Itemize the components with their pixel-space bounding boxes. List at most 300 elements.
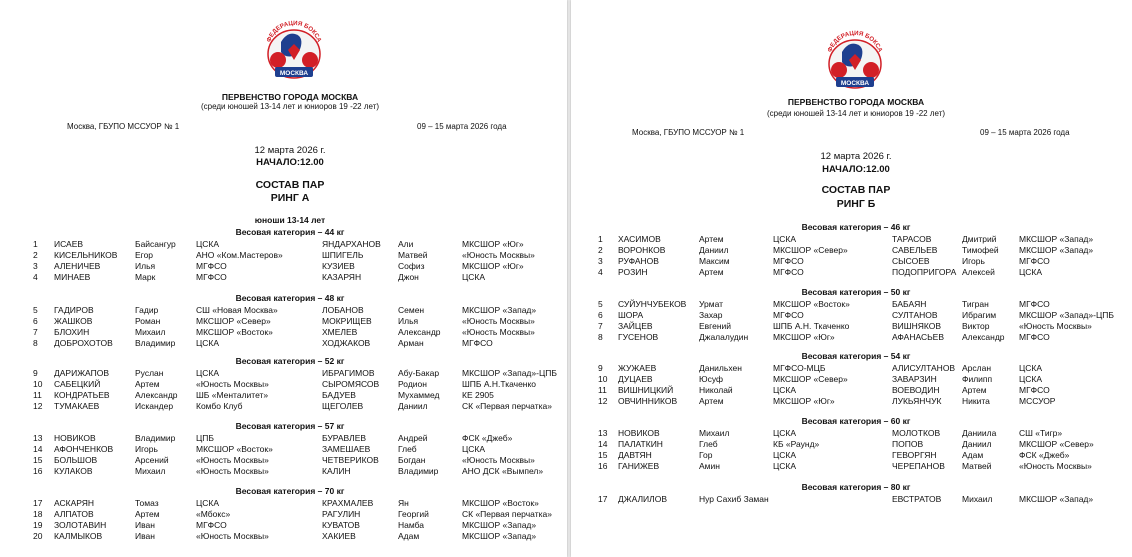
- blue-boxer-club: МКСШОР «Запад»: [1019, 245, 1094, 255]
- red-boxer-club: МКСШОР «Восток»: [773, 299, 850, 309]
- blue-boxer-name: Виктор: [962, 321, 990, 331]
- blue-boxer-club: СШ «Тигр»: [1019, 428, 1063, 438]
- blue-boxer-name: Ибрагим: [962, 310, 997, 320]
- bout-number: 15: [33, 455, 43, 465]
- blue-boxer-name: Арслан: [962, 363, 992, 373]
- bout-row: [571, 374, 1132, 385]
- blue-boxer-club: МКСШОР «Восток»: [462, 498, 539, 508]
- bout-row: [571, 396, 1132, 407]
- red-boxer-name: Арсений: [135, 455, 169, 465]
- blue-boxer-club: МКСШОР «Запад»: [462, 520, 537, 530]
- bout-number: 9: [33, 368, 38, 378]
- blue-boxer-surname: ХАКИЕВ: [322, 531, 356, 541]
- blue-boxer-surname: ПОДОПРИГОРА: [892, 267, 957, 277]
- blue-boxer-name: Илья: [398, 316, 419, 326]
- bout-row: [0, 305, 567, 316]
- championship-title: ПЕРВЕНСТВО ГОРОДА МОСКВА: [221, 92, 359, 102]
- blue-boxer-club: МКСШОР «Запад»: [1019, 494, 1094, 504]
- bout-number: 11: [598, 385, 607, 395]
- red-boxer-surname: ГУСЕНОВ: [618, 332, 659, 342]
- bout-row: [571, 245, 1132, 256]
- logo-arc-text: ФЕДЕРАЦИЯ БОКСА: [826, 30, 884, 54]
- blue-boxer-name: Арман: [398, 338, 424, 348]
- red-boxer-surname: КИСЕЛЬНИКОВ: [54, 250, 118, 260]
- bout-number: 8: [33, 338, 38, 348]
- red-boxer-name: Роман: [135, 316, 161, 326]
- bout-row: [571, 439, 1132, 450]
- bout-row: [0, 250, 567, 261]
- red-boxer-surname: ВОРОНКОВ: [618, 245, 666, 255]
- blue-boxer-club: «Юность Москвы»: [462, 455, 535, 465]
- blue-boxer-club: МГФСО: [1019, 385, 1050, 395]
- weight-category-heading: Весовая категория – 44 кг: [235, 227, 345, 237]
- bout-number: 3: [598, 256, 603, 266]
- bout-number: 7: [598, 321, 603, 331]
- blue-boxer-club: МКСШОР «Юг»: [462, 239, 524, 249]
- bout-row: [571, 428, 1132, 439]
- bout-number: 7: [33, 327, 38, 337]
- blue-boxer-club: ЦСКА: [1019, 363, 1043, 373]
- blue-boxer-club: МГФСО: [462, 338, 493, 348]
- blue-boxer-surname: СЫСОЕВ: [892, 256, 930, 266]
- bout-number: 5: [33, 305, 38, 315]
- blue-boxer-surname: ЛОБАНОВ: [322, 305, 364, 315]
- bout-number: 17: [598, 494, 608, 504]
- event-dates: 09 – 15 марта 2026 года: [980, 128, 1070, 137]
- blue-boxer-name: Андрей: [398, 433, 428, 443]
- blue-boxer-surname: ЩЕГОЛЕВ: [322, 401, 364, 411]
- bout-row: [571, 299, 1132, 310]
- bout-number: 16: [33, 466, 43, 476]
- red-boxer-name: Глеб: [699, 439, 718, 449]
- blue-boxer-club: МГФСО: [1019, 332, 1050, 342]
- blue-boxer-club: «Юность Москвы»: [1019, 321, 1092, 331]
- championship-subtitle: (среди юношей 13-14 лет и юниоров 19 -22 лет): [766, 109, 946, 118]
- blue-boxer-name: Тигран: [962, 299, 989, 309]
- blue-boxer-name: Абу-Бакар: [398, 368, 440, 378]
- blue-boxer-club: СК «Первая перчатка»: [462, 401, 552, 411]
- bout-number: 6: [598, 310, 603, 320]
- bout-number: 9: [598, 363, 603, 373]
- blue-boxer-name: Филипп: [962, 374, 993, 384]
- blue-boxer-club: МКСШОР «Запад»: [1019, 234, 1094, 244]
- blue-boxer-club: «Юность Москвы»: [462, 327, 535, 337]
- bout-number: 18: [33, 509, 43, 519]
- bout-number: 16: [598, 461, 608, 471]
- red-boxer-surname: РОЗИН: [618, 267, 648, 277]
- blue-boxer-name: Александр: [398, 327, 441, 337]
- blue-boxer-surname: КАЗАРЯН: [322, 272, 362, 282]
- bout-number: 8: [598, 332, 603, 342]
- blue-boxer-club: «Юность Москвы»: [462, 250, 535, 260]
- weight-category-heading: Весовая категория – 70 кг: [235, 486, 345, 496]
- bout-number: 1: [33, 239, 38, 249]
- bout-row: [571, 385, 1132, 396]
- red-boxer-club: «Юность Москвы»: [196, 455, 269, 465]
- red-boxer-name: Михаил: [135, 466, 166, 476]
- blue-boxer-surname: ЧЕТВЕРИКОВ: [322, 455, 379, 465]
- venue-text: Москва, ГБУПО МССУОР № 1: [632, 128, 745, 137]
- red-boxer-name: Гор: [699, 450, 713, 460]
- bout-row: [0, 455, 567, 466]
- blue-boxer-name: Даниила: [962, 428, 997, 438]
- blue-boxer-surname: МОЛОТКОВ: [892, 428, 941, 438]
- bout-number: 11: [33, 390, 42, 400]
- blue-boxer-name: Ян: [398, 498, 409, 508]
- start-time: НАЧАЛО:12.00: [822, 164, 890, 175]
- red-boxer-name: Егор: [135, 250, 154, 260]
- red-boxer-surname: АЛПАТОВ: [54, 509, 94, 519]
- bout-row: [571, 461, 1132, 472]
- red-boxer-name: Байсангур: [135, 239, 176, 249]
- ring-heading: РИНГ А: [270, 192, 310, 204]
- red-boxer-name: Томаз: [135, 498, 159, 508]
- bout-number: 5: [598, 299, 603, 309]
- red-boxer-name: Евгений: [699, 321, 732, 331]
- blue-boxer-club: МГФСО: [1019, 299, 1050, 309]
- red-boxer-club: КБ «Раунд»: [773, 439, 820, 449]
- boxing-emblem-icon: [261, 20, 327, 82]
- blue-boxer-name: Михаил: [962, 494, 993, 504]
- red-boxer-name: Амин: [699, 461, 720, 471]
- blue-boxer-surname: БАДУЕВ: [322, 390, 356, 400]
- red-boxer-club: МКСШОР «Юг»: [773, 396, 835, 406]
- bout-number: 1: [598, 234, 603, 244]
- red-boxer-club: ЦСКА: [196, 338, 220, 348]
- red-boxer-name: Николай: [699, 385, 733, 395]
- blue-boxer-surname: КРАХМАЛЕВ: [322, 498, 374, 508]
- bout-row: [0, 368, 567, 379]
- red-boxer-surname: НОВИКОВ: [54, 433, 96, 443]
- championship-title: ПЕРВЕНСТВО ГОРОДА МОСКВА: [787, 97, 925, 107]
- bout-number: 15: [598, 450, 608, 460]
- blue-boxer-name: Даниил: [398, 401, 428, 411]
- blue-boxer-club: МКСШОР «Запад»: [462, 531, 537, 541]
- red-boxer-surname: САБЕЦКИЙ: [54, 379, 101, 389]
- red-boxer-surname: ЗАЙЦЕВ: [618, 321, 653, 331]
- weight-category-heading: Весовая категория – 60 кг: [801, 416, 911, 426]
- bout-row: [0, 444, 567, 455]
- bout-number: 13: [598, 428, 608, 438]
- red-boxer-club: МКСШОР «Юг»: [773, 332, 835, 342]
- red-boxer-surname: ОВЧИННИКОВ: [618, 396, 678, 406]
- blue-boxer-surname: СЫРОМЯСОВ: [322, 379, 380, 389]
- red-boxer-name: Михаил: [699, 428, 730, 438]
- red-boxer-surname: ДАВТЯН: [618, 450, 652, 460]
- red-boxer-club: МГФСО: [196, 272, 227, 282]
- blue-boxer-surname: БАБАЯН: [892, 299, 927, 309]
- red-boxer-surname: МИНАЕВ: [54, 272, 91, 282]
- blue-boxer-name: Алексей: [962, 267, 995, 277]
- red-boxer-club: СШ «Новая Москва»: [196, 305, 278, 315]
- red-boxer-surname: ДУЦАЕВ: [618, 374, 653, 384]
- blue-boxer-club: АНО ДСК «Вымпел»: [462, 466, 544, 476]
- age-group-heading: юноши 13-14 лет: [254, 215, 326, 225]
- blue-boxer-surname: ВИШНЯКОВ: [892, 321, 941, 331]
- bout-number: 19: [33, 520, 43, 530]
- blue-boxer-surname: КАЛИН: [322, 466, 351, 476]
- venue-text: Москва, ГБУПО МССУОР № 1: [67, 122, 180, 131]
- weight-category-heading: Весовая категория – 52 кг: [235, 356, 345, 366]
- bout-number: 20: [33, 531, 43, 541]
- start-time: НАЧАЛО:12.00: [256, 157, 324, 168]
- bout-row: [571, 494, 1132, 505]
- red-boxer-club: МКСШОР «Восток»: [196, 444, 273, 454]
- protocol-page-ring-b: [571, 0, 1132, 557]
- blue-boxer-name: Семен: [398, 305, 425, 315]
- blue-boxer-name: Игорь: [962, 256, 985, 266]
- bout-number: 17: [33, 498, 43, 508]
- red-boxer-name: Артем: [699, 396, 724, 406]
- bout-row: [0, 466, 567, 477]
- red-boxer-club: МГФСО: [196, 520, 227, 530]
- bout-number: 14: [598, 439, 608, 449]
- bout-row: [0, 520, 567, 531]
- blue-boxer-name: Намба: [398, 520, 425, 530]
- red-boxer-name: Артем: [135, 509, 160, 519]
- composition-heading: СОСТАВ ПАР: [255, 179, 325, 191]
- blue-boxer-club: ШПБ А.Н.Ткаченко: [462, 379, 537, 389]
- bout-number: 12: [598, 396, 608, 406]
- blue-boxer-surname: ЧЕРЕПАНОВ: [892, 461, 945, 471]
- blue-boxer-name: Даниил: [962, 439, 992, 449]
- blue-boxer-surname: ХМЕЛЕВ: [322, 327, 358, 337]
- blue-boxer-name: Дмитрий: [962, 234, 997, 244]
- red-boxer-club: МГФСО: [773, 267, 804, 277]
- bout-row: [571, 267, 1132, 278]
- blue-boxer-surname: ЛУКЬЯНЧУК: [892, 396, 942, 406]
- bout-row: [0, 379, 567, 390]
- blue-boxer-club: «Юность Москвы»: [1019, 461, 1092, 471]
- bout-row: [0, 261, 567, 272]
- blue-boxer-name: Глеб: [398, 444, 417, 454]
- red-boxer-club: «Юность Москвы»: [196, 466, 269, 476]
- blue-boxer-club: ЦСКА: [462, 272, 486, 282]
- composition-heading: СОСТАВ ПАР: [821, 184, 891, 196]
- blue-boxer-surname: ХОДЖАКОВ: [322, 338, 371, 348]
- bout-row: [0, 239, 567, 250]
- bout-row: [0, 498, 567, 509]
- red-boxer-surname: ХАСИМОВ: [618, 234, 661, 244]
- bout-row: [0, 401, 567, 412]
- red-boxer-name: Михаил: [135, 327, 166, 337]
- blue-boxer-surname: ГЕВОРГЯН: [892, 450, 937, 460]
- red-boxer-name: Урмат: [699, 299, 724, 309]
- red-boxer-club: ШПБ А.Н. Ткаченко: [773, 321, 850, 331]
- red-boxer-surname: АСКАРЯН: [54, 498, 95, 508]
- red-boxer-surname: КУЛАКОВ: [54, 466, 93, 476]
- blue-boxer-name: Адам: [962, 450, 984, 460]
- bout-number: 4: [598, 267, 603, 277]
- blue-boxer-name: Никита: [962, 396, 990, 406]
- blue-boxer-club: МКСШОР «Запад»: [462, 305, 537, 315]
- blue-boxer-name: Богдан: [398, 455, 426, 465]
- red-boxer-club: МКСШОР «Север»: [773, 245, 848, 255]
- red-boxer-club: ЦПБ: [196, 433, 214, 443]
- red-boxer-club: Комбо Клуб: [196, 401, 243, 411]
- bout-number: 6: [33, 316, 38, 326]
- red-boxer-surname: АФОНЧЕНКОВ: [54, 444, 114, 454]
- red-boxer-club: АНО «Ком.Мастеров»: [196, 250, 283, 260]
- red-boxer-surname: СУЙУНЧУБЕКОВ: [618, 299, 687, 309]
- blue-boxer-club: ФСК «Джеб»: [462, 433, 513, 443]
- day-date: 12 марта 2026 г.: [254, 145, 326, 156]
- red-boxer-club: ЦСКА: [773, 428, 797, 438]
- red-boxer-surname: ДЖАЛИЛОВ: [618, 494, 668, 504]
- red-boxer-club: МКСШОР «Восток»: [196, 327, 273, 337]
- red-boxer-name: Артем: [699, 267, 724, 277]
- weight-category-heading: Весовая категория – 48 кг: [235, 293, 345, 303]
- bout-row: [0, 272, 567, 283]
- red-boxer-name: Захар: [699, 310, 723, 320]
- red-boxer-surname: БОЛЬШОВ: [54, 455, 98, 465]
- blue-boxer-club: МКСШОР «Запад»-ЦПБ: [1019, 310, 1114, 320]
- red-boxer-name: Иван: [135, 520, 155, 530]
- bout-row: [571, 310, 1132, 321]
- day-date: 12 марта 2026 г.: [820, 151, 892, 162]
- blue-boxer-club: ЦСКА: [1019, 374, 1043, 384]
- red-boxer-club: МКСШОР «Север»: [773, 374, 848, 384]
- red-boxer-name: Юсуф: [699, 374, 723, 384]
- logo-ribbon-text: МОСКВА: [840, 80, 870, 87]
- blue-boxer-name: Георгий: [398, 509, 429, 519]
- red-boxer-surname: БЛОХИН: [54, 327, 90, 337]
- blue-boxer-surname: САВЕЛЬЕВ: [892, 245, 938, 255]
- red-boxer-club: «Юность Москвы»: [196, 531, 269, 541]
- blue-boxer-surname: АЛИСУЛТАНОВ: [892, 363, 956, 373]
- blue-boxer-name: Джон: [398, 272, 419, 282]
- blue-boxer-surname: КУВАТОВ: [322, 520, 360, 530]
- federation-logo: [822, 30, 888, 92]
- blue-boxer-surname: РАГУЛИН: [322, 509, 361, 519]
- red-boxer-club: МГФСО: [196, 261, 227, 271]
- red-boxer-name: Данильхен: [699, 363, 742, 373]
- red-boxer-surname: НОВИКОВ: [618, 428, 660, 438]
- boxing-emblem-icon: [822, 30, 888, 92]
- red-boxer-club: ЦСКА: [773, 461, 797, 471]
- blue-boxer-surname: МОКРИЩЕВ: [322, 316, 372, 326]
- bout-number: 12: [33, 401, 43, 411]
- blue-boxer-surname: СУЛТАНОВ: [892, 310, 938, 320]
- blue-boxer-name: Матвей: [962, 461, 992, 471]
- red-boxer-surname: ЖУЖАЕВ: [618, 363, 657, 373]
- red-boxer-name: Даниил: [699, 245, 729, 255]
- blue-boxer-surname: ИБРАГИМОВ: [322, 368, 375, 378]
- blue-boxer-surname: ШПИГЕЛЬ: [322, 250, 364, 260]
- red-boxer-surname: ДОБРОХОТОВ: [54, 338, 113, 348]
- red-boxer-club: ЦСКА: [196, 368, 220, 378]
- red-boxer-name: Джалалудин: [699, 332, 749, 342]
- red-boxer-club: ЦСКА: [196, 239, 220, 249]
- bout-row: [571, 234, 1132, 245]
- red-boxer-club: ШБ «Менталитет»: [196, 390, 269, 400]
- blue-boxer-surname: ЯНДАРХАНОВ: [322, 239, 381, 249]
- bout-number: 13: [33, 433, 43, 443]
- bout-row: [0, 390, 567, 401]
- blue-boxer-name: Тимофей: [962, 245, 999, 255]
- blue-boxer-name: Мухаммед: [398, 390, 440, 400]
- bout-row: [0, 338, 567, 349]
- bout-row: [0, 531, 567, 542]
- blue-boxer-name: Адам: [398, 531, 420, 541]
- blue-boxer-surname: АФАНАСЬЕВ: [892, 332, 945, 342]
- red-boxer-name: Нур Сахиб Заман: [699, 494, 769, 504]
- blue-boxer-surname: ЗАВАРЗИН: [892, 374, 937, 384]
- red-boxer-surname: КАЛМЫКОВ: [54, 531, 103, 541]
- blue-boxer-club: МССУОР: [1019, 396, 1056, 406]
- blue-boxer-club: МКСШОР «Запад»-ЦПБ: [462, 368, 557, 378]
- red-boxer-club: «Юность Москвы»: [196, 379, 269, 389]
- blue-boxer-surname: КУЗИЕВ: [322, 261, 355, 271]
- red-boxer-surname: ГАДИРОВ: [54, 305, 94, 315]
- blue-boxer-name: Софиз: [398, 261, 425, 271]
- event-dates: 09 – 15 марта 2026 года: [417, 122, 507, 131]
- red-boxer-club: ЦСКА: [773, 385, 797, 395]
- red-boxer-surname: ДАРИЖАПОВ: [54, 368, 110, 378]
- blue-boxer-club: СК «Первая перчатка»: [462, 509, 552, 519]
- red-boxer-name: Игорь: [135, 444, 158, 454]
- blue-boxer-name: Артем: [962, 385, 987, 395]
- bout-row: [571, 321, 1132, 332]
- red-boxer-name: Марк: [135, 272, 156, 282]
- blue-boxer-club: ЦСКА: [462, 444, 486, 454]
- blue-boxer-club: МГФСО: [1019, 256, 1050, 266]
- federation-logo: [261, 20, 327, 82]
- weight-category-heading: Весовая категория – 57 кг: [235, 421, 345, 431]
- weight-category-heading: Весовая категория – 46 кг: [801, 222, 911, 232]
- red-boxer-surname: КОНДРАТЬЕВ: [54, 390, 110, 400]
- bout-number: 4: [33, 272, 38, 282]
- blue-boxer-club: ЦСКА: [1019, 267, 1043, 277]
- red-boxer-club: МГФСО: [773, 256, 804, 266]
- bout-number: 10: [33, 379, 43, 389]
- blue-boxer-name: Владимир: [398, 466, 439, 476]
- logo-ribbon-text: МОСКВА: [279, 70, 309, 77]
- blue-boxer-club: МКСШОР «Юг»: [462, 261, 524, 271]
- red-boxer-name: Илья: [135, 261, 156, 271]
- red-boxer-name: Александр: [135, 390, 178, 400]
- weight-category-heading: Весовая категория – 54 кг: [801, 351, 911, 361]
- red-boxer-name: Артем: [135, 379, 160, 389]
- ring-heading: РИНГ Б: [836, 198, 876, 210]
- red-boxer-name: Искандер: [135, 401, 174, 411]
- red-boxer-surname: ШОРА: [618, 310, 644, 320]
- red-boxer-surname: ПАЛАТКИН: [618, 439, 663, 449]
- blue-boxer-surname: ЗАМЕШАЕВ: [322, 444, 371, 454]
- red-boxer-club: ЦСКА: [773, 234, 797, 244]
- blue-boxer-surname: ВОЕВОДИН: [892, 385, 940, 395]
- bout-number: 10: [598, 374, 608, 384]
- championship-subtitle: (среди юношей 13-14 лет и юниоров 19 -22 лет): [200, 102, 380, 111]
- blue-boxer-surname: ПОПОВ: [892, 439, 924, 449]
- red-boxer-club: «Мбокс»: [196, 509, 231, 519]
- blue-boxer-surname: БУРАВЛЕВ: [322, 433, 367, 443]
- red-boxer-name: Владимир: [135, 433, 176, 443]
- bout-number: 14: [33, 444, 43, 454]
- bout-row: [571, 450, 1132, 461]
- blue-boxer-club: «Юность Москвы»: [462, 316, 535, 326]
- weight-category-heading: Весовая категория – 80 кг: [801, 482, 911, 492]
- bout-row: [0, 327, 567, 338]
- red-boxer-surname: ГАНИЖЕВ: [618, 461, 660, 471]
- red-boxer-surname: ВИШНИЦКИЙ: [618, 385, 674, 395]
- red-boxer-surname: ЖАШКОВ: [54, 316, 93, 326]
- blue-boxer-club: КЕ 2905: [462, 390, 494, 400]
- red-boxer-club: ЦСКА: [773, 450, 797, 460]
- blue-boxer-club: МКСШОР «Север»: [1019, 439, 1094, 449]
- red-boxer-name: Руслан: [135, 368, 164, 378]
- red-boxer-surname: РУФАНОВ: [618, 256, 659, 266]
